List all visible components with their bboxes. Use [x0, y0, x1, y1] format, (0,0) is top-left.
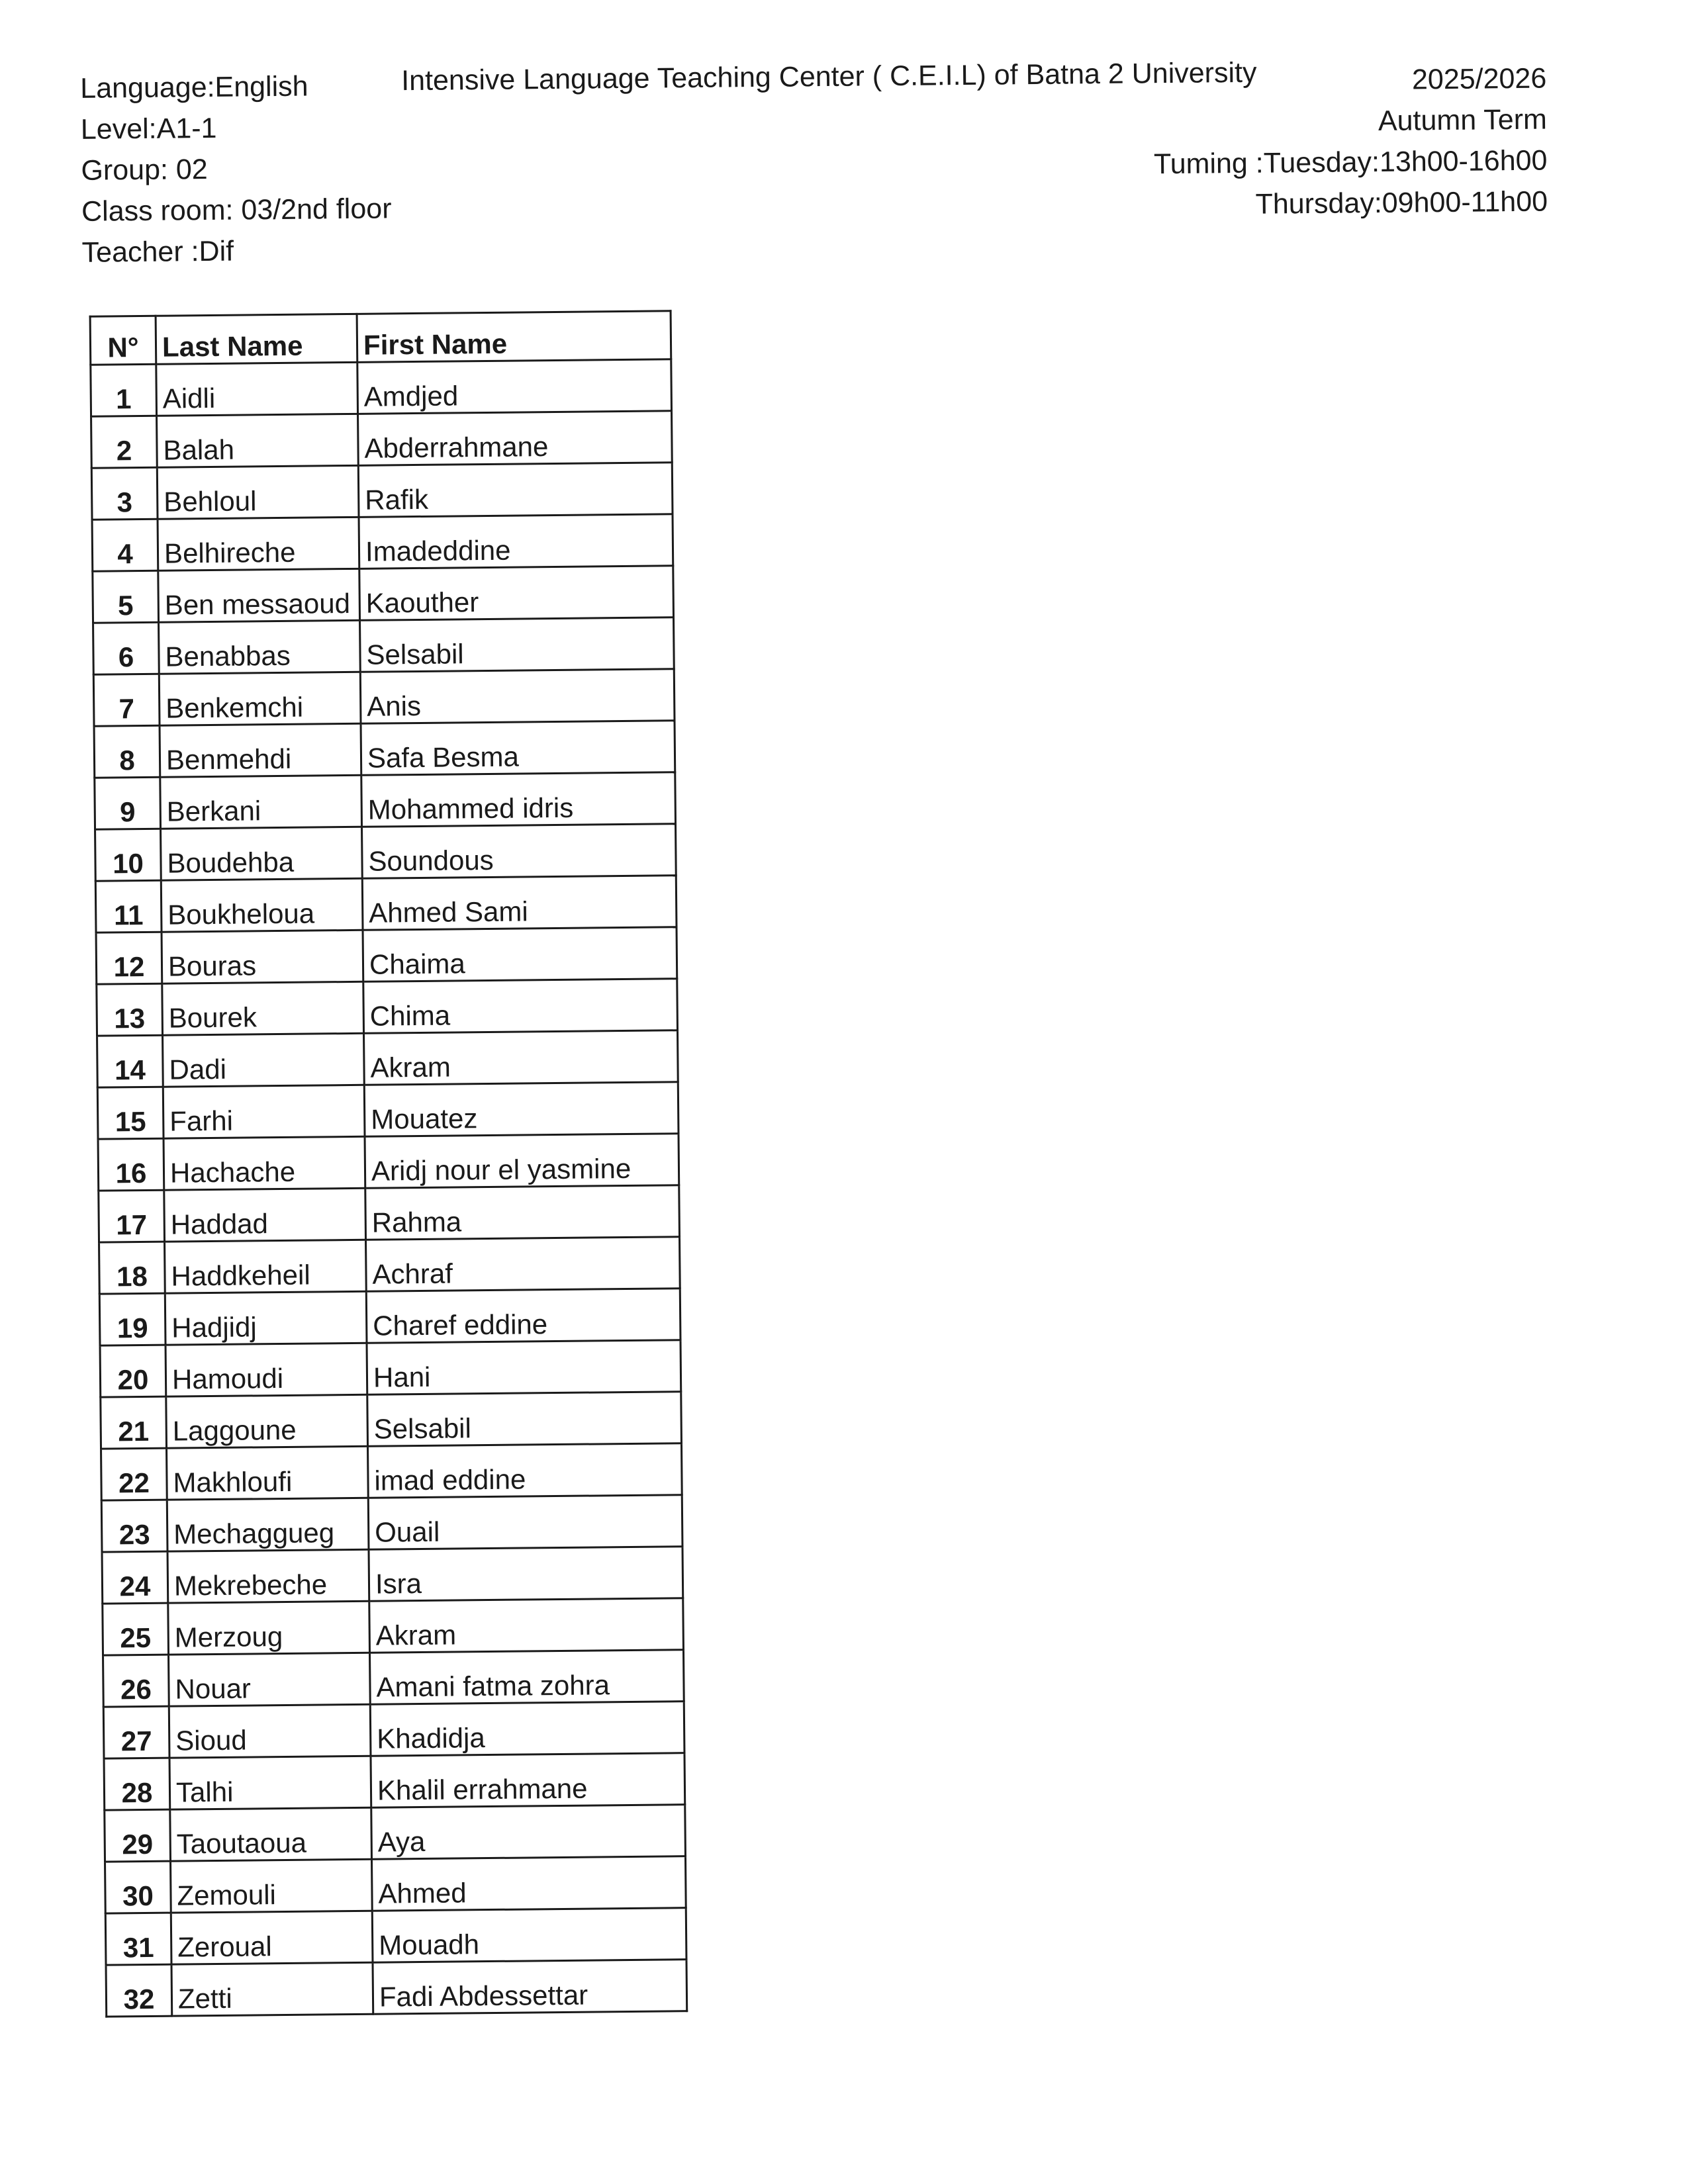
table-row: [105, 1908, 686, 1965]
first-name-cell: Rahma: [365, 1185, 680, 1240]
last-name-cell: Hachache: [164, 1136, 365, 1190]
row-number: 9: [95, 777, 161, 829]
row-number: 1: [91, 364, 157, 416]
first-name-cell: Charef eddine: [366, 1289, 680, 1343]
column-header-number: N°: [90, 316, 156, 365]
timing-tuesday: Tuming :Tuesday:13h00-16h00: [1153, 144, 1548, 181]
row-number: 12: [96, 932, 162, 984]
first-name-cell: Mouadh: [372, 1908, 686, 1963]
last-name-cell: Balah: [157, 414, 359, 467]
table-row: [95, 772, 676, 829]
table-row: [93, 669, 675, 726]
last-name-cell: Farhi: [163, 1085, 365, 1138]
last-name-cell: Mechaggueg: [167, 1498, 369, 1551]
row-number: 16: [98, 1138, 164, 1191]
first-name-cell: Khalil errahmane: [371, 1753, 685, 1808]
last-name-cell: Ben messaoud: [158, 569, 360, 622]
first-name-cell: Selsabil: [367, 1392, 682, 1447]
table-row: [99, 1289, 680, 1345]
teacher-label: Teacher :Dif: [81, 235, 234, 269]
last-name-cell: Behloul: [157, 465, 359, 519]
last-name-cell: Benmehdi: [160, 723, 361, 777]
first-name-cell: Mouatez: [364, 1082, 679, 1137]
first-name-cell: Akram: [364, 1030, 679, 1085]
table-row: [92, 514, 673, 571]
level-label: Level:A1-1: [80, 112, 217, 146]
row-number: 23: [101, 1500, 167, 1552]
table-row: [105, 1805, 686, 1862]
first-name-cell: Ahmed: [371, 1856, 686, 1911]
row-number: 7: [93, 674, 160, 726]
last-name-cell: Mekrebeche: [167, 1549, 369, 1603]
row-number: 28: [104, 1758, 170, 1810]
table-body: [91, 359, 687, 2017]
last-name-cell: Taoutaoua: [170, 1807, 372, 1861]
row-number: 30: [105, 1861, 171, 1913]
table-row: [91, 463, 673, 520]
last-name-cell: Laggoune: [166, 1394, 368, 1448]
academic-year: 2025/2026: [1411, 62, 1547, 96]
table-row: [91, 359, 672, 416]
last-name-cell: Benkemchi: [159, 672, 361, 725]
table-row: [103, 1650, 684, 1707]
row-number: 25: [103, 1603, 169, 1655]
last-name-cell: Haddkeheil: [165, 1240, 367, 1293]
first-name-cell: Ahmed Sami: [362, 876, 677, 931]
first-name-cell: Aya: [371, 1805, 686, 1860]
table-row: [101, 1495, 682, 1552]
row-number: 21: [101, 1396, 167, 1449]
first-name-cell: Isra: [369, 1547, 683, 1602]
last-name-cell: Nouar: [169, 1653, 371, 1706]
last-name-cell: Zetti: [171, 1962, 373, 2016]
row-number: 19: [99, 1293, 165, 1345]
table-row: [103, 1598, 684, 1655]
last-name-cell: Zemouli: [171, 1859, 373, 1913]
last-name-cell: Zeroual: [171, 1911, 373, 1964]
row-number: 18: [99, 1242, 165, 1294]
table-row: [100, 1340, 681, 1397]
last-name-cell: Boukheloua: [161, 878, 363, 932]
row-number: 22: [101, 1448, 167, 1500]
last-name-cell: Hadjidj: [165, 1291, 367, 1345]
document-title: Intensive Language Teaching Center ( C.E.I.L) of Batna 2 University: [400, 56, 1257, 97]
last-name-cell: Boudehba: [161, 827, 363, 880]
table-row: [96, 927, 677, 984]
last-name-cell: Merzoug: [168, 1601, 370, 1655]
row-number: 2: [91, 416, 158, 468]
row-number: 29: [105, 1809, 171, 1862]
table-row: [97, 979, 678, 1036]
column-header-first-name: First Name: [357, 311, 671, 363]
first-name-cell: Aridj nour el yasmine: [365, 1134, 679, 1189]
first-name-cell: Mohammed idris: [361, 772, 676, 827]
last-name-cell: Bourek: [162, 981, 364, 1035]
table-row: [95, 824, 677, 881]
table-row: [97, 1030, 679, 1087]
group-label: Group: 02: [81, 154, 208, 187]
row-number: 5: [93, 570, 159, 623]
column-header-last-name: Last Name: [156, 314, 357, 364]
table-row: [99, 1237, 680, 1294]
row-number: 6: [93, 622, 160, 674]
table-row: [104, 1753, 685, 1810]
first-name-cell: Khadidja: [370, 1702, 684, 1756]
table-row: [99, 1185, 680, 1242]
row-number: 3: [91, 467, 158, 520]
table-row: [103, 1702, 684, 1758]
first-name-cell: Safa Besma: [361, 721, 675, 776]
student-table: [89, 310, 688, 2017]
first-name-cell: imad eddine: [368, 1443, 682, 1498]
row-number: 17: [99, 1190, 165, 1242]
last-name-cell: Berkani: [160, 775, 362, 829]
row-number: 11: [95, 880, 162, 933]
row-number: 20: [100, 1345, 166, 1397]
row-number: 14: [97, 1035, 164, 1087]
first-name-cell: Anis: [360, 669, 675, 724]
last-name-cell: Hamoudi: [165, 1343, 367, 1396]
last-name-cell: Talhi: [169, 1756, 371, 1809]
last-name-cell: Dadi: [163, 1033, 365, 1087]
row-number: 24: [102, 1551, 168, 1604]
table-row: [91, 411, 673, 468]
first-name-cell: Chaima: [363, 927, 677, 982]
last-name-cell: Belhireche: [158, 517, 359, 570]
first-name-cell: Amdjed: [357, 359, 672, 414]
first-name-cell: Imadeddine: [359, 514, 673, 569]
schedule-info: [1153, 58, 1548, 226]
first-name-cell: Amani fatma zohra: [369, 1650, 684, 1705]
last-name-cell: Aidli: [156, 362, 358, 416]
first-name-cell: Soundous: [362, 824, 677, 879]
first-name-cell: Akram: [369, 1598, 684, 1653]
row-number: 32: [106, 1964, 172, 2017]
table-row: [97, 1082, 679, 1139]
row-number: 13: [97, 983, 163, 1036]
first-name-cell: Rafik: [358, 463, 673, 518]
term-label: Autumn Term: [1378, 103, 1548, 138]
first-name-cell: Kaouther: [359, 566, 674, 621]
table-row: [106, 1960, 687, 2017]
first-name-cell: Abderrahmane: [358, 411, 673, 466]
table-row: [98, 1134, 679, 1191]
classroom-label: Class room: 03/2nd floor: [81, 193, 392, 228]
row-number: 10: [95, 829, 162, 881]
last-name-cell: Haddad: [164, 1188, 366, 1242]
first-name-cell: Achraf: [366, 1237, 680, 1292]
row-number: 15: [97, 1087, 164, 1139]
student-list: [89, 310, 688, 2017]
last-name-cell: Bouras: [162, 930, 363, 983]
table-row: [101, 1443, 682, 1500]
row-number: 26: [103, 1655, 169, 1707]
first-name-cell: Ouail: [368, 1495, 682, 1550]
row-number: 31: [105, 1913, 171, 1965]
last-name-cell: Benabbas: [159, 620, 361, 674]
first-name-cell: Selsabil: [360, 617, 675, 672]
table-row: [102, 1547, 683, 1604]
table-row: [105, 1856, 686, 1913]
table-row: [95, 876, 677, 933]
table-row: [101, 1392, 682, 1449]
first-name-cell: Fadi Abdessettar: [373, 1960, 687, 2015]
last-name-cell: Makhloufi: [167, 1446, 369, 1500]
table-header-row: [90, 311, 671, 365]
row-number: 8: [94, 725, 160, 778]
table-row: [93, 617, 675, 674]
timing-thursday: Thursday:09h00-11h00: [1255, 185, 1548, 220]
last-name-cell: Sioud: [169, 1704, 371, 1758]
language-label: Language:English: [80, 70, 308, 105]
row-number: 27: [103, 1706, 169, 1758]
row-number: 4: [92, 519, 158, 571]
table-row: [94, 721, 675, 778]
table-row: [93, 566, 674, 623]
class-info: [80, 65, 392, 273]
first-name-cell: Hani: [367, 1340, 681, 1395]
first-name-cell: Chima: [363, 979, 678, 1034]
